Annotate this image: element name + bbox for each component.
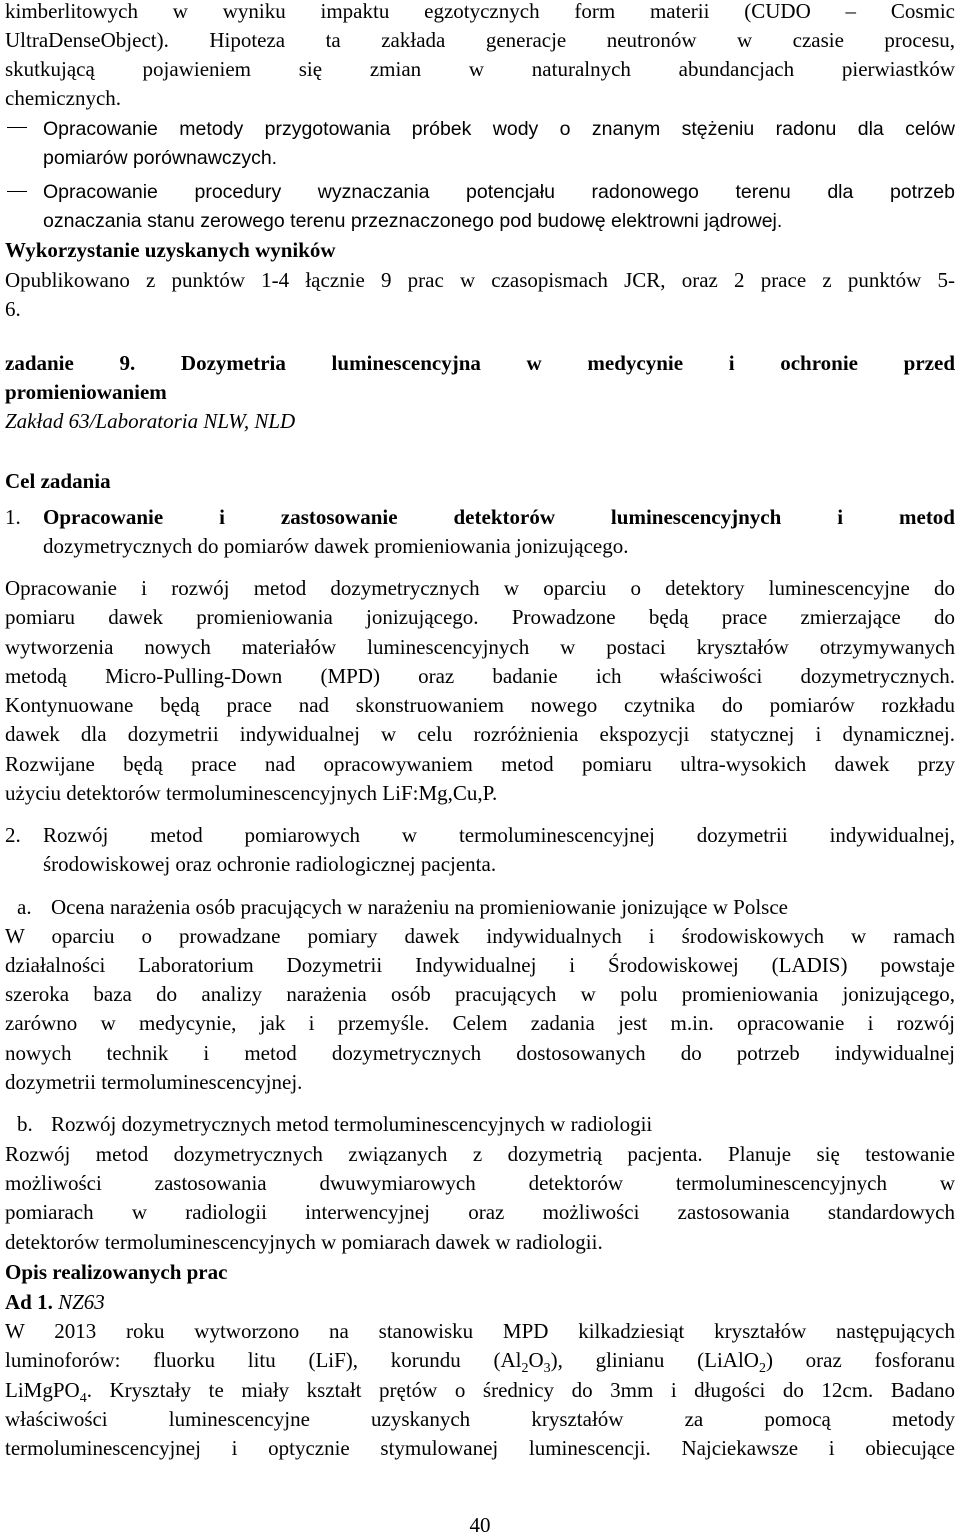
sub-a-letter: a. [17, 895, 32, 919]
work-line-2-a: luminoforów: fluorku litu (LiF), korundu (Al [5, 1348, 522, 1372]
para-a-line-2: działalności Laboratorium Dozymetrii Indywidualnej i Środowiskowej (LADIS) powstaje [5, 953, 955, 977]
intro-line-2: UltraDenseObject). Hipoteza ta zakłada generacje neutronów w czasie procesu, [5, 28, 955, 52]
work-line-2-b: O [528, 1348, 544, 1372]
goal-heading: Cel zadania [5, 469, 111, 493]
para-a-line-1: W oparciu o prowadzane pomiary dawek indywidualnych i środowiskowych w ramach [5, 924, 955, 948]
sub-b-title: Rozwój dozymetrycznych metod termoluminescencyjnych w radiologii [51, 1112, 653, 1136]
intro-line-1: kimberlitowych w wyniku impaktu egzotycznych form materii (CUDO – Cosmic [5, 0, 955, 23]
work-line-4: właściwości luminescencyjne uzyskanych kryształów za pomocą metody [5, 1407, 955, 1431]
goal-para-1-line-3: wytworzenia nowych materiałów luminescencyjnych w postaci kryształów otrzymywanych [5, 635, 955, 659]
para-b-line-4: detektorów termoluminescencyjnych w pomiarach dawek w radiologii. [5, 1230, 603, 1254]
goal-para-1-line-2: pomiaru dawek promieniowania jonizującego. Prowadzone będą prace zmierzające do [5, 605, 955, 629]
work-line-5: termoluminescencyjnej i optycznie stymulowanej luminescencji. Najciekawsze i obiecujące [5, 1436, 955, 1460]
bullet-2-line-1: Opracowanie procedury wyznaczania potencjału radonowego terenu dla potrzeb [43, 181, 955, 203]
bullet-1-line-1: Opracowanie metody przygotowania próbek wody o znanym stężeniu radonu dla celów [43, 118, 955, 140]
goal-item-1-line-1: Opracowanie i zastosowanie detektorów luminescencyjnych i metod [43, 505, 955, 529]
goal-para-1-line-6: dawek dla dozymetrii indywidualnej w celu rozróżnienia ekspozycji statycznej i dynamicznej. [5, 722, 955, 746]
goal-para-1-line-7: Rozwijane będą prace nad opracowywaniem metod pomiaru ultra-wysokich dawek przy [5, 752, 955, 776]
para-a-line-3: szeroka baza do analizy narażenia osób pracujących w polu promieniowania jonizującego, [5, 982, 955, 1006]
para-a-line-4: zarówno w medycynie, jak i przemyśle. Celem zadania jest m.in. opracowanie i rozwój [5, 1011, 955, 1035]
task-title-line-2: promieniowaniem [5, 380, 167, 404]
work-line-2-sub-1: 2 [521, 1361, 529, 1377]
para-b-line-3: pomiarach w radiologii interwencyjnej oraz możliwości zastosowania standardowych [5, 1200, 955, 1224]
intro-line-4: chemicznych. [5, 86, 122, 110]
goal-item-1-line-2: dozymetrycznych do pomiarów dawek promieniowania jonizującego. [43, 534, 629, 558]
goal-item-2-number: 2. [5, 823, 21, 847]
sub-b-letter: b. [17, 1112, 33, 1136]
work-line-2-sub-2: 3 [543, 1361, 551, 1377]
task-unit: Zakład 63/Laboratoria NLW, NLD [5, 409, 296, 433]
goal-item-1-number: 1. [5, 505, 21, 529]
work-line-1: W 2013 roku wytworzono na stanowisku MPD kilkadziesiąt kryształów następujących [5, 1319, 955, 1343]
bullet-2-line-2: oznaczania stanu zerowego terenu przeznaczonego pod budowę elektrowni jądrowej. [43, 210, 783, 232]
work-ad-label: Ad 1. [5, 1290, 53, 1314]
work-line-3 [5, 1376, 955, 1405]
bullet-dash-2 [7, 191, 27, 192]
intro-line-3: skutkującą pojawieniem się zmian w naturalnych abundancjach pierwiastków [5, 57, 955, 81]
work-line-2-d: ) oraz fosforanu [765, 1348, 955, 1372]
para-a-line-6: dozymetrii termoluminescencyjnej. [5, 1070, 303, 1094]
para-a-line-5: nowych technik i metod dozymetrycznych dostosowanych do potrzeb indywidualnej [5, 1041, 955, 1065]
results-heading: Wykorzystanie uzyskanych wyników [5, 238, 336, 262]
results-line-2: 6. [5, 297, 21, 321]
work-heading: Opis realizowanych prac [5, 1260, 228, 1284]
goal-para-1-line-1: Opracowanie i rozwój metod dozymetrycznych w oparciu o detektory luminescencyjne do [5, 576, 955, 600]
para-b-line-1: Rozwój metod dozymetrycznych związanych z dozymetrią pacjenta. Planuje się testowanie [5, 1142, 955, 1166]
para-b-line-2: możliwości zastosowania dwuwymiarowych detektorów termoluminescencyjnych w [5, 1171, 955, 1195]
sub-a-title: Ocena narażenia osób pracujących w narażeniu na promieniowanie jonizujące w Polsce [51, 895, 788, 919]
goal-item-2-line-2: środowiskowej oraz ochronie radiologicznej pacjenta. [43, 852, 497, 876]
work-line-3-a: LiMgPO [5, 1378, 80, 1402]
bullet-dash-1 [7, 127, 27, 128]
work-line-2-c: ), glinianu (LiAlO [550, 1348, 759, 1372]
work-line-2-sub-3: 2 [758, 1361, 766, 1377]
work-line-3-sub: 4 [79, 1391, 87, 1407]
results-line-1: Opublikowano z punktów 1-4 łącznie 9 prac w czasopismach JCR, oraz 2 prace z punktów 5- [5, 268, 955, 292]
goal-para-1-line-5: Kontynuowane będą prace nad skonstruowaniem nowego czytnika do pomiarów rozkładu [5, 693, 955, 717]
goal-item-2-line-1: Rozwój metod pomiarowych w termoluminescencyjnej dozymetrii indywidualnej, [43, 823, 955, 847]
goal-para-1-line-8: użyciu detektorów termoluminescencyjnych LiF:Mg,Cu,P. [5, 781, 498, 805]
work-line-2 [5, 1346, 955, 1375]
goal-para-1-line-4: metodą Micro-Pulling-Down (MPD) oraz badanie ich właściwości dozymetrycznych. [5, 664, 955, 688]
bullet-1-line-2: pomiarów porównawczych. [43, 147, 278, 169]
work-ad-line [5, 1288, 955, 1317]
work-line-3-b: . Kryształy te miały kształt prętów o średnicy do 3mm i długości do 12cm. Badano [86, 1378, 955, 1402]
task-title-line-1: zadanie 9. Dozymetria luminescencyjna w medycynie i ochronie przed [5, 351, 955, 375]
page-number: 40 [469, 1513, 491, 1537]
work-ad-unit: NZ63 [58, 1290, 105, 1314]
